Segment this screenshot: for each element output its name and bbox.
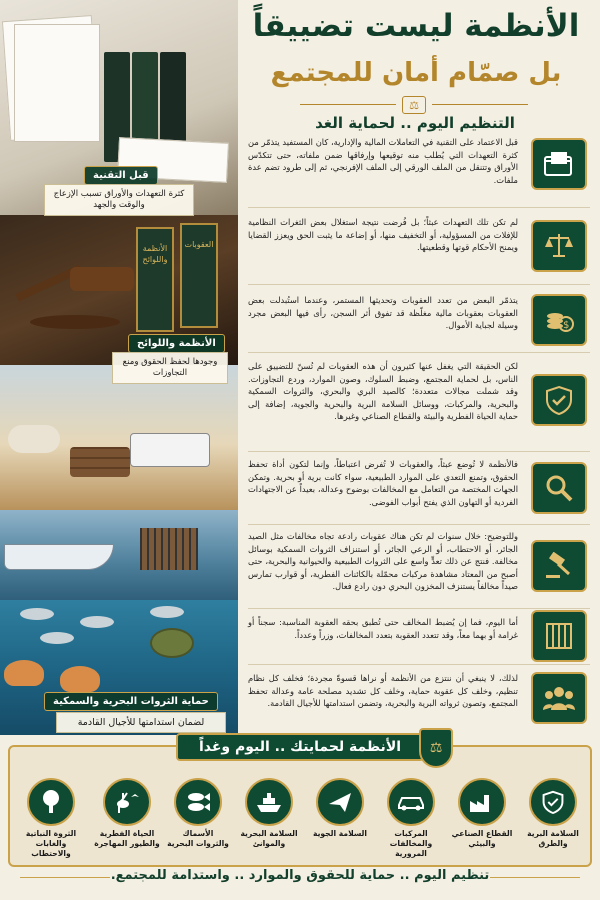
fish-4: [40, 632, 74, 644]
row-text-8: لذلك، لا ينبغي أن ننتزع من الأنظمة أو نراها قسوةً مجردة؛ فخلف كل نظام تنظيم، وخلف كل عقوبة حماية، وخلف كل تشديد مصلحة عامة وعدالة تحفظ المجتمع، وتصون ثرواته البرية والبحرية، وتضمن استدامتها للأجيال القادمة.: [248, 673, 518, 709]
scales-icon: [531, 220, 587, 272]
content-row-2: [248, 216, 590, 278]
svg-text:$: $: [563, 320, 570, 331]
coins-icon: [531, 294, 587, 346]
community-icon: [531, 672, 587, 724]
book-penalties: [180, 223, 218, 328]
row-divider: [248, 451, 590, 452]
divider-right: [432, 104, 528, 105]
content-row-7: [248, 616, 590, 660]
category-label: المركبات والمخالفات المرورية: [389, 829, 433, 858]
category-wildlife: [94, 778, 160, 849]
content-row-6: [248, 530, 590, 608]
band-title: الأنظمة لحمايتك .. اليوم وغداً: [198, 739, 402, 755]
shield-check-icon: [529, 778, 577, 826]
oryx: [8, 425, 60, 453]
row-divider: [248, 207, 590, 208]
band-title-banner: [176, 733, 424, 761]
gavel-head: [70, 267, 134, 291]
category-marine-safety: [236, 778, 302, 849]
car-icon: [387, 778, 435, 826]
firewood-logs: [70, 447, 130, 477]
book-regulations: [136, 227, 174, 332]
panel-title-marine: حماية الثروات البحرية والسمكية: [44, 692, 218, 711]
category-fisheries: [165, 778, 231, 849]
row-divider: [248, 524, 590, 525]
ship-icon: [245, 778, 293, 826]
row-text-1: قبل الاعتماد على التقنية في التعاملات المالية والإدارية، كان المستفيد يتذمّر من كثرة التعهدات التي يُطلب منه توقيعها وإرفاقها ضمن ملفاته، حتى تتكدّس الأوراق وتتنقل من الملف الورقي إلى الملف الإفرنجي، ثم إلى طرود تضم عدة ملفات.: [248, 137, 518, 185]
row-text-7: أما اليوم، فما إن يُضبط المخالف حتى تُطبق بحقه العقوبة المناسبة: سجناً أو غرامة أو بهما معاً، وقد تتعدد العقوبة بتعدد المخالفات، وزراً وعدداً.: [248, 617, 518, 640]
panel-title-before-tech: قبل التقنية: [84, 166, 158, 185]
photo-column: [0, 0, 238, 735]
category-vehicles: [378, 778, 444, 859]
row-divider: [248, 352, 590, 353]
gavel-icon: [531, 540, 587, 592]
magnifier-icon: [531, 462, 587, 514]
category-vegetation: [18, 778, 84, 859]
content-row-8: [248, 672, 590, 726]
row-text-3: يتذمّر البعض من تعدد العقوبات وتحديثها المستمر، وعندما استُبدلت بعض العقوبات بعقوبات مالية مغلّظة قد تفوق أثر السجن، رأى فيها البعض مجرد وسيلة لجباية الأموال.: [248, 295, 518, 331]
category-label: السلامة الجوية: [312, 829, 368, 838]
scales-shield-icon: ⚖: [419, 728, 453, 768]
category-label: الحياة الفطرية والطيور المهاجرة: [94, 829, 160, 848]
section-heading: التنظيم اليوم .. لحماية الغد: [315, 114, 515, 132]
category-label: السلامة البحرية والموانئ: [240, 829, 298, 848]
row-divider: [248, 664, 590, 665]
patrol-truck: [130, 433, 210, 467]
fish-1: [20, 608, 54, 620]
content-row-1: [248, 136, 590, 198]
patrol-boat: [4, 544, 114, 570]
category-label: الأسماك والثروات البحرية: [167, 829, 229, 848]
scales-emblem-icon: ⚖: [402, 96, 426, 114]
wildlife-photo: [0, 365, 238, 510]
footer-rule-right: [490, 877, 580, 878]
paper-stack-2: [14, 24, 100, 142]
coral-2: [60, 666, 100, 692]
seized-cage: [140, 528, 198, 570]
plane-icon: [316, 778, 364, 826]
main-subtitle: بل صمّام أمان للمجتمع: [270, 58, 562, 88]
gavel-base: [30, 315, 120, 329]
content-row-3: [248, 294, 590, 348]
folder-documents-icon: [531, 138, 587, 190]
content-row-5: [248, 458, 590, 522]
row-text-6: وللتوضيح: خلال سنوات لم تكن هناك عقوبات رادعة تجاه مخالفات مثل الصيد الجائر، أو الاحتطاب، أو الرعي الجائر، أو استنزاف الثروات السمكية بوسائل مخالفة. فنتج عن ذلك تعدٍّ واسع على الثروات الطبيعية والحيوانية والبحرية، حتى أصبح من المعتاد مشاهدة مركبات محمّلة بالكائنات الفطرية، أو قوارب تمارس صيداً مخالفاً يستنزف المخزون البحري دون رادع فعال.: [248, 531, 518, 592]
category-industry: [449, 778, 515, 849]
panel-title-regulations: الأنظمة واللوائح: [128, 334, 225, 353]
factory-icon: [458, 778, 506, 826]
tree-icon: [27, 778, 75, 826]
category-air-safety: [307, 778, 373, 839]
content-row-4: [248, 360, 590, 448]
panel-subtitle-marine: لضمان استدامتها للأجيال القادمة: [56, 712, 226, 733]
row-divider: [248, 608, 590, 609]
book-title-regulations: الأنظمة واللوائح: [142, 244, 168, 264]
fish-3: [150, 606, 184, 618]
category-label: السلامة البرية والطرق: [527, 829, 579, 848]
sea-turtle: [150, 628, 194, 658]
category-label: القطاع الصناعي والبيئي: [451, 829, 513, 848]
row-text-4: لكن الحقيقة التي يغفل عنها كثيرون أن هذه العقوبات لم تُسنّ للتضييق على الناس، بل لحماية المجتمع، وضبط السلوك، وصون الموارد، وردع التجاوزات. وقد شملت مجالات متعددة؛ كالصيد البري والبحري، والثروات السمكية والبحرية، والمركبات، ووسائل السلامة البرية والبحرية والجوية، إضافة إلى حماية الحياة الفطرية والبيئة والقطاع الصناعي وغيرها.: [248, 361, 518, 422]
category-land-safety: [520, 778, 586, 849]
fish-icon: [174, 778, 222, 826]
main-title: الأنظمة ليست تضييقاً: [252, 8, 580, 44]
shield-check-icon: [531, 374, 587, 426]
fish-2: [80, 616, 114, 628]
row-text-5: فالأنظمة لا تُوضع عبثاً، والعقوبات لا تُفرض اعتباطاً، وإنما لتكون أداة تحفظ الحقوق، وتمنع التعدي على الموارد الطبيعية، سواء كانت برية أو بحرية. وتمكن الجهات المختصة من التعامل مع المخالفات بوضوح وعدالة، بعيداً عن الاجتهادات الفردية أو التهاون الذي يفتح أبواب الفوضى.: [248, 459, 518, 507]
book-title-penalties: العقوبات: [184, 240, 214, 249]
divider-left: [300, 104, 396, 105]
panel-subtitle-regulations: وجودها لحفظ الحقوق ومنع التجاوزات: [112, 352, 228, 384]
footer-slogan: تنظيم اليوم .. حماية للحقوق والموارد .. واستدامة للمجتمع.: [110, 868, 490, 883]
row-text-2: لم تكن تلك التعهدات عبثاً؛ بل فُرضت نتيجة استغلال بعض الثغرات النظامية للإفلات من المسؤولية، أو التخفيف منها، أو إضاعة ما يثبت الحق ويعزز القضايا ويمنح الأحكام قوتها وقطعيتها.: [248, 217, 518, 253]
coral-1: [4, 660, 44, 686]
marine-patrol-photo: [0, 510, 238, 600]
row-divider: [248, 284, 590, 285]
category-label: الثروة النباتية والغابات والاحتطاب: [25, 829, 77, 858]
panel-subtitle-before-tech: كثرة التعهدات والأوراق تسبب الإزعاج والوقت والجهد: [44, 184, 194, 216]
prison-bars-icon: [531, 610, 587, 662]
deer-bird-icon: [103, 778, 151, 826]
